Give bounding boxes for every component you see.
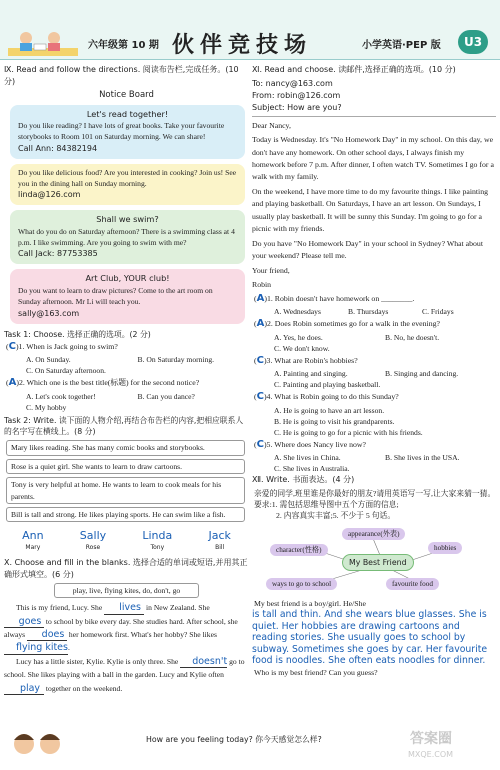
answer-blank: doesn't: [180, 657, 227, 668]
answer-blank: goes: [4, 617, 44, 628]
options-row: [274, 452, 496, 463]
word-bank: play, live, flying kites, do, don't, go: [54, 583, 199, 598]
option: B. He is going to visit his grandparents.: [274, 416, 395, 426]
option: C. Fridays: [422, 307, 454, 317]
notice-title: Let's read together!: [86, 108, 169, 119]
mind-map-node: character(性格): [270, 544, 328, 556]
notice-card: [10, 105, 245, 159]
handwritten-answer: Ann: [22, 529, 44, 543]
text-run: Lucy has a little sister, Kylie. Kylie is only three. She: [16, 656, 179, 666]
fill-in-paragraph: [4, 655, 249, 695]
notice-board-title: Notice Board: [99, 90, 154, 101]
question-text: )1. Robin doesn't have homework on ________.: [264, 293, 415, 303]
mind-map-center: My Best Friend: [342, 554, 414, 571]
answer-mark: C: [8, 340, 16, 352]
options-row: [274, 306, 496, 317]
writing-requirement: 要求:1. 需包括思维导图中五个方面的信息;: [254, 500, 399, 510]
options-row: [274, 368, 496, 379]
question-text: )2. Does Robin sometimes go for a walk in the evening?: [264, 319, 440, 329]
mind-map-node: favourite food: [386, 578, 439, 590]
watermark-url: MXQE.COM: [408, 750, 454, 759]
kid-name: Tony: [150, 544, 165, 552]
question-item: (C)1. When is Jack going to swim?: [6, 340, 118, 352]
email-greeting: Dear Nancy,: [252, 120, 291, 130]
option: B. Thursdays: [348, 307, 389, 317]
option: A. Yes, he does.: [274, 332, 323, 342]
person-sentence-box: Mary likes reading. She has many comic books and storybooks.: [6, 440, 245, 455]
notice-body: Do you like delicious food? Are you interested in cooking? Join us! See you in the dining hall on Sunday morning.: [18, 167, 237, 188]
notice-card: [10, 164, 245, 206]
question-item: (C)5. Where does Nancy live now?: [254, 438, 366, 450]
right-column: [252, 64, 496, 678]
kid-name: Rose: [85, 544, 101, 552]
option: C. He is going to go for a picnic with his friends.: [274, 427, 423, 437]
option: C. On Saturday afternoon.: [26, 366, 106, 376]
kid-name: Mary: [25, 544, 41, 552]
mind-map-node: hobbies: [428, 542, 462, 554]
page-footer: [0, 724, 500, 770]
option: B. Singing and dancing.: [385, 369, 459, 379]
notice-body: Do you like reading? I have lots of great books. Take your favourite storybooks to Room 101 on Saturday morning. We can share!: [18, 120, 225, 142]
page-header: [0, 0, 500, 60]
email-from: From: robin@126.com: [252, 90, 341, 100]
option: B. No, he doesn't.: [385, 332, 440, 342]
email-to: To: nancy@163.com: [252, 78, 333, 88]
question-item: (C)4. What is Robin going to do this Sunday?: [254, 391, 399, 403]
person-sentence-box: Bill is tall and strong. He likes playing sports. He can swim like a fish.: [6, 507, 245, 522]
email-paragraph: Today is Wednesday. It's "No Homework Day" in my school. On this day, we don't have any homework. On other school days, I always finish my homework before 7 p.m. After dinner, I often watch TV. Sometimes I go for a walk with my family.: [252, 135, 494, 182]
text-run: in New Zealand. She: [146, 603, 210, 613]
mind-map-node: appearance(外表): [342, 528, 405, 540]
kid-answer: [208, 528, 230, 553]
writing-requirement: 2. 内容真实丰富;5. 不少于 5 句话。: [276, 511, 396, 521]
section-12-heading: Ⅻ. Write. 书面表达。(4 分): [252, 475, 355, 485]
option: A. She lives in China.: [274, 453, 341, 463]
question-text: )4. What is Robin going to do this Sunday?: [263, 392, 399, 402]
question-text: )1. When is Jack going to swim?: [15, 341, 118, 351]
option: A. He is going to have an art lesson.: [274, 405, 385, 415]
kid-answer: [142, 528, 172, 553]
option: C. My hobby: [26, 402, 67, 412]
page-number-badge: U3: [458, 30, 488, 54]
handwritten-composition: is tall and thin. And she wears blue glasses. She is quiet. Her hobbies are drawing cartoons and reading stories. She usually goes to school by subway. Sometimes she goes by car. Her favourite food is noodles. She often eats noodles for dinner.: [252, 608, 488, 667]
kid-answer: [80, 528, 106, 553]
writing-closing: Who is my best friend? Can you guess?: [254, 668, 378, 678]
option: B. Can you dance?: [137, 391, 195, 401]
task-1-heading: Task 1: Choose. 选择正确的选项。(2 分): [4, 329, 151, 339]
email-paragraph: Do you have "No Homework Day" in your school in Sydney? What about your weekend? Please tell me.: [252, 238, 483, 261]
question-item: (A)2. Does Robin sometimes go for a walk in the evening?: [254, 318, 440, 330]
notice-contact: sally@163.com: [18, 308, 80, 318]
notice-body: Do you want to learn to draw pictures? Come to the art room on Sunday afternoon. Mr Li will teach you.: [18, 285, 213, 307]
kid-name: Bill: [215, 544, 225, 552]
email-paragraph: On the weekend, I have more time to do my favourite things. I like painting and playing basketball. On Saturdays, I have an art lesson. On Sundays, I usually play basketball. It will be sunny this Sunday. I'm going to go for a picnic with my friends.: [252, 186, 489, 234]
answer-blank: does: [27, 630, 67, 641]
answer-mark: A: [8, 377, 17, 389]
email-header: [252, 78, 496, 117]
writing-prompt: My best friend is a boy/girl. He/She: [254, 598, 366, 608]
text-run: her homework first. What's her hobby? She likes: [68, 630, 217, 640]
section-10-heading: Ⅹ. Choose and fill in the blanks. 选择合适的单词或短语,并用其正确形式填空。(6 分): [4, 557, 248, 579]
kids-answers-row: [4, 528, 249, 553]
kids-faces-icon: [10, 730, 70, 760]
option: C. We don't know.: [274, 343, 330, 353]
question-item: (A)1. Robin doesn't have homework on ________.: [254, 292, 415, 304]
notice-card: [10, 269, 245, 323]
section-9-heading: Ⅸ. Read and follow the directions. 阅读布告栏,完成任务。(10 分): [4, 65, 239, 86]
writing-intro: 亲爱的同学,班里谁是你最好的朋友?请用英语写一写,让大家来猜一猜。: [254, 488, 496, 498]
left-column: [4, 64, 249, 695]
options-row: [274, 427, 496, 438]
answer-blank: play: [4, 684, 44, 695]
handwritten-answer: Jack: [208, 529, 231, 543]
options-row: [26, 354, 249, 365]
options-row: [274, 463, 496, 474]
mind-map: [252, 524, 496, 596]
options-row: [26, 391, 249, 402]
question-item: (C)3. What are Robin's hobbies?: [254, 354, 358, 366]
kid-answer: [22, 528, 43, 553]
notice-contact: Call Ann: 84382194: [18, 143, 98, 153]
answer-mark: C: [256, 438, 264, 450]
option: B. On Saturday morning.: [137, 355, 215, 365]
email-closing: Your friend,: [252, 265, 290, 275]
options-row: [274, 332, 496, 343]
answer-mark: C: [256, 354, 264, 366]
option: A. Let's cook together!: [26, 391, 96, 401]
task-2-heading: Task 2: Write. 读下面的人物介绍,再结合布告栏的内容,把相应联系人的名字写在横线上。(8 分): [4, 415, 244, 437]
grade-label: 六年级: [88, 40, 118, 51]
options-row: [274, 405, 496, 416]
question-text: )5. Where does Nancy live now?: [263, 439, 366, 449]
watermark-logo: 答案圈: [410, 731, 452, 747]
reading-kids-illustration-icon: [8, 28, 78, 56]
handwritten-answer: Sally: [79, 529, 107, 543]
notice-contact: Call Jack: 87753385: [18, 249, 98, 259]
options-row: [26, 365, 249, 376]
person-sentence-box: Tony is very helpful at home. He wants to learn to cook meals for his parents.: [6, 477, 245, 504]
email-subject: Subject: How are you?: [252, 102, 342, 112]
text-run: go to school. She likes playing with a ball in the garden. Lucy and Kylie often: [4, 656, 245, 680]
notice-contact: linda@126.com: [18, 190, 81, 200]
notice-body: What do you do on Saturday afternoon? There is a swimming class at 4 p.m. I like swimming. Are you going to swim with me?: [18, 226, 235, 248]
answer-mark: A: [256, 318, 265, 330]
person-sentence-box: Rose is a quiet girl. She wants to learn to draw cartoons.: [6, 459, 245, 474]
answer-mark: C: [256, 391, 264, 403]
footer-question: How are you feeling today? 你今天感觉怎么样?: [146, 735, 322, 744]
text-run: This is my friend, Lucy. She: [16, 603, 103, 613]
answer-blank: lives: [104, 603, 144, 614]
issue-label: 第 10 期: [118, 40, 159, 51]
question-text: )3. What are Robin's hobbies?: [263, 355, 358, 365]
option: A. Painting and singing.: [274, 369, 348, 379]
option: C. Painting and playing basketball.: [274, 380, 381, 390]
option: A. On Sunday.: [26, 355, 71, 365]
section-11-heading: Ⅺ. Read and choose. 读邮件,选择正确的选项。(10 分): [252, 65, 456, 74]
option: B. She lives in the USA.: [385, 453, 460, 463]
text-run: to school by bike every day. She studies hard. After school, she always: [4, 616, 238, 640]
fill-in-paragraph: [4, 601, 249, 655]
answer-blank: flying kites: [4, 643, 68, 654]
page-title: 伙伴竞技场: [172, 33, 313, 58]
options-row: [274, 379, 496, 390]
answer-mark: A: [256, 292, 265, 304]
options-row: [274, 343, 496, 354]
notice-title: Shall we swim?: [96, 214, 159, 225]
text-run: together on the weekend.: [45, 683, 123, 693]
option: C. She lives in Australia.: [274, 464, 350, 474]
options-row: [274, 416, 496, 427]
edition-label: 小学英语·PEP 版: [362, 40, 441, 51]
mind-map-node: ways to go to school: [266, 578, 337, 590]
option: A. Wednesdays: [274, 307, 321, 317]
text-run: .: [67, 643, 70, 653]
options-row: [26, 402, 249, 413]
notice-title: Art Club, YOUR club!: [85, 273, 170, 284]
handwritten-answer: Linda: [142, 529, 173, 543]
question-text: )2. Which one is the best title(标题) for the second notice?: [16, 378, 200, 388]
notice-card: [10, 210, 245, 264]
email-text: [252, 78, 496, 292]
email-signature: Robin: [252, 280, 272, 290]
question-item: (A)2. Which one is the best title(标题) for the second notice?: [6, 377, 200, 389]
